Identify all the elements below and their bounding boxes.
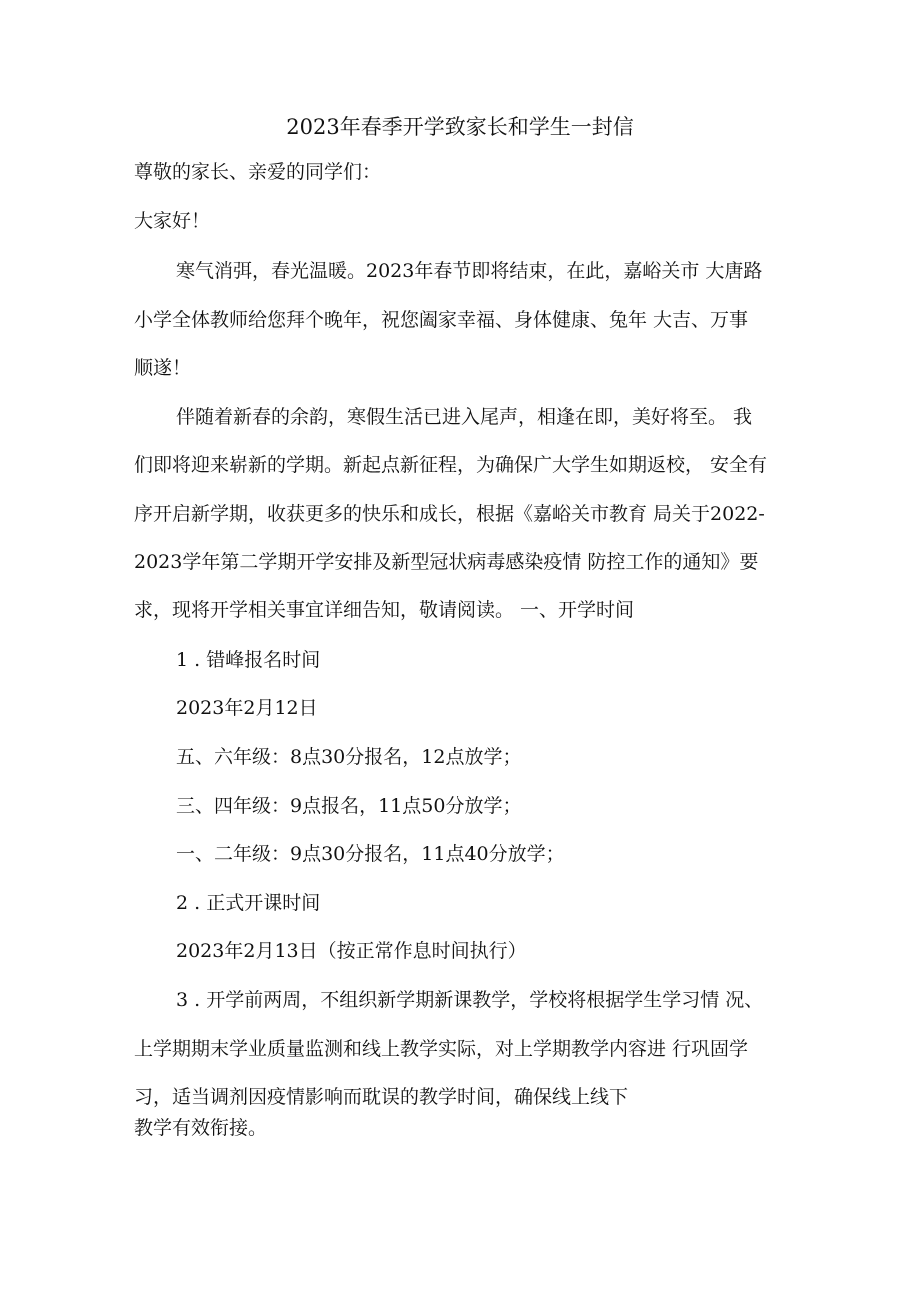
item3-line: 3 . 开学前两周，不组织新学期新课教学，学校将根据学生学习情 况、 — [176, 989, 764, 1011]
greeting: 大家好！ — [134, 210, 211, 232]
schedule-line: 三、四年级：9点报名，11点50分放学； — [176, 795, 522, 817]
item1-heading: 1 . 错峰报名时间 — [176, 649, 321, 671]
item3-line: 习，适当调剂因疫情影响而耽误的教学时间，确保线上线下 — [134, 1086, 629, 1108]
item2-date: 2023年2月13日（按正常作息时间执行） — [176, 940, 527, 962]
item3-line: 上学期期末学业质量监测和线上教学实际，对上学期教学内容进 行巩固学 — [134, 1038, 749, 1060]
item3-line: 教学有效衔接。 — [134, 1117, 268, 1139]
paragraph1-line: 小学全体教师给您拜个晚年，祝您阖家幸福、身体健康、兔年 大吉、万事 — [134, 309, 749, 331]
paragraph1-line: 寒气消弭，春光温暖。2023年春节即将结束，在此，嘉峪关市 大唐路 — [176, 260, 763, 282]
paragraph2-line: 求，现将开学相关事宜详细告知，敬请阅读。 一、开学时间 — [134, 599, 635, 621]
paragraph2-line: 序开启新学期，收获更多的快乐和成长，根据《嘉峪关市教育 局关于2022- — [134, 503, 765, 525]
schedule-line: 一、二年级：9点30分报名，11点40分放学； — [176, 843, 565, 865]
paragraph2-line: 们即将迎来崭新的学期。新起点新征程，为确保广大学生如期返校， 安全有 — [134, 454, 768, 476]
item2-heading: 2 . 正式开课时间 — [176, 892, 321, 914]
paragraph1-line: 顺遂！ — [134, 357, 192, 379]
paragraph2-line: 2023学年第二学期开学安排及新型冠状病毒感染疫情 防控工作的通知》要 — [134, 551, 759, 573]
salutation: 尊敬的家长、亲爱的同学们： — [134, 161, 382, 183]
schedule-line: 五、六年级：8点30分报名，12点放学； — [176, 746, 522, 768]
item1-date: 2023年2月12日 — [176, 697, 318, 719]
document-title: 2023年春季开学致家长和学生一封信 — [286, 115, 634, 139]
paragraph2-line: 伴随着新春的余韵，寒假生活已进入尾声，相逢在即，美好将至。 我 — [176, 406, 753, 428]
